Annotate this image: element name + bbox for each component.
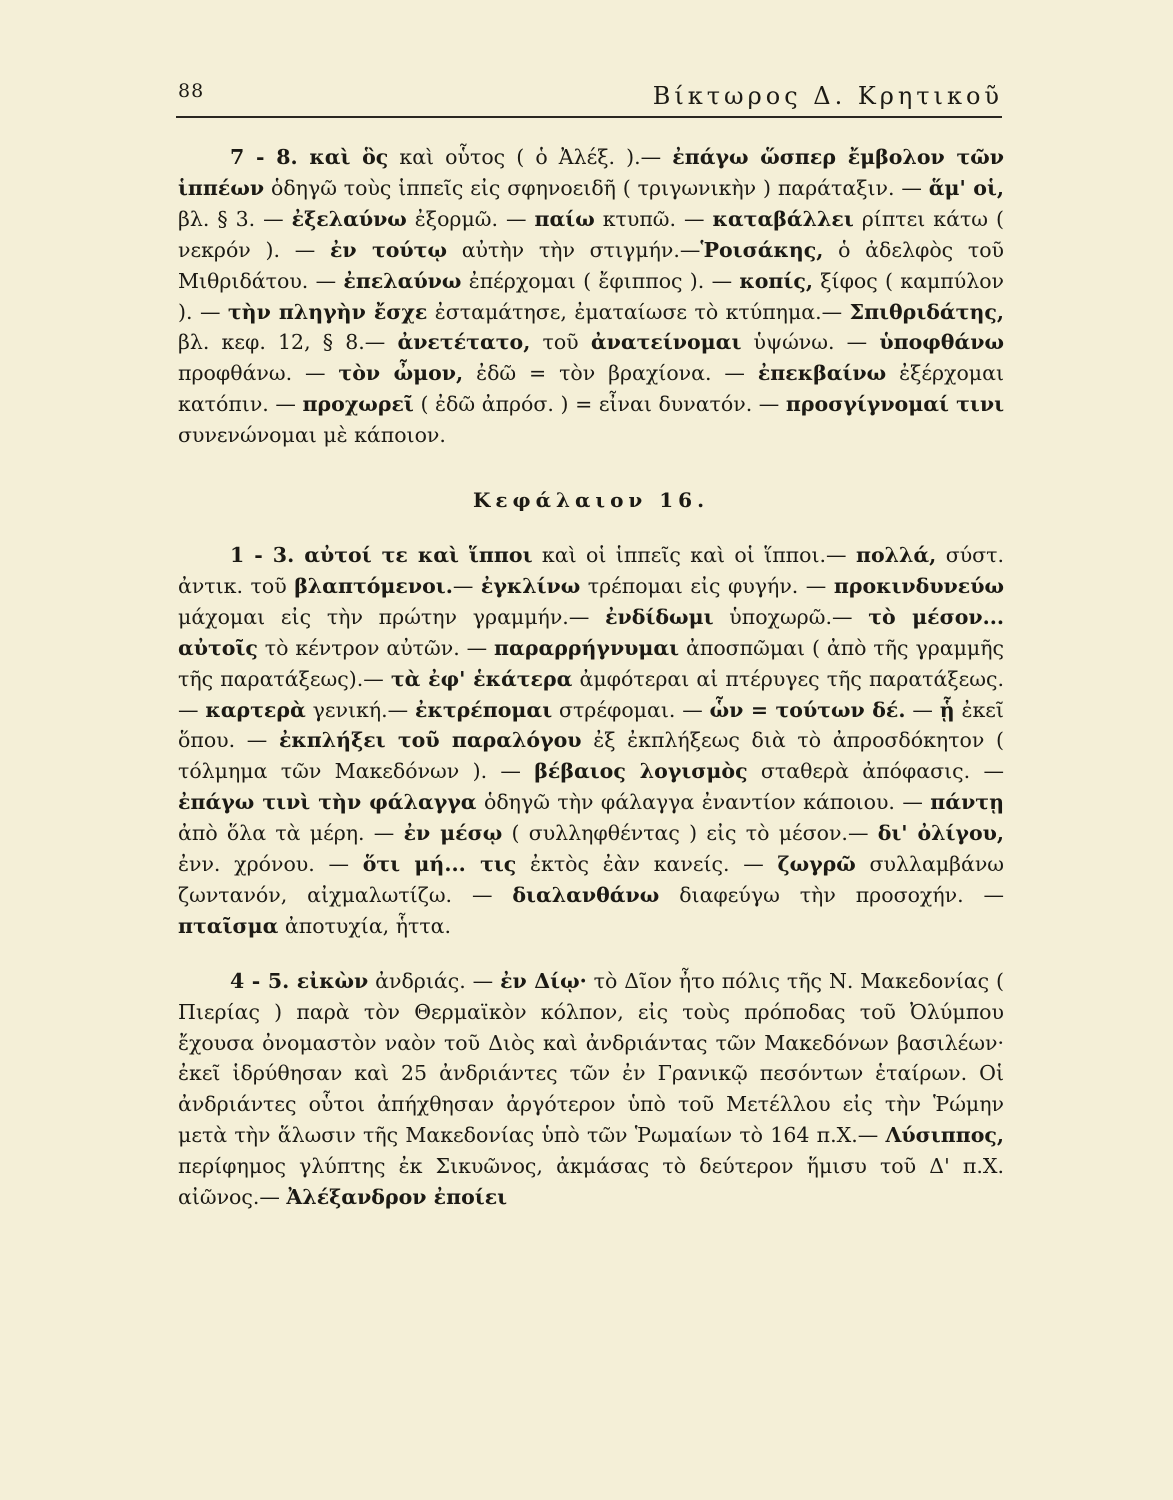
gloss-text: ὑψώνω. — — [741, 330, 880, 355]
commentary-paragraph — [178, 540, 1004, 942]
gloss-text: τὸ κέντρον αὐτῶν. — — [257, 635, 495, 660]
gloss-text: ( συλληφθέντας ) εἰς τὸ μέσον.— — [502, 821, 878, 846]
lemma-term: τὰ ἐφ' ἑκάτερα — [390, 666, 573, 691]
lemma-term: πταῖσμα — [178, 913, 279, 938]
gloss-text: ἐξ ἐκπλήξεως διὰ τὸ ἀπροσδόκητον ( τόλμημα τῶν Μακεδόνων ). — — [178, 728, 1005, 784]
lemma-term: ὅτι μή... τις — [362, 852, 517, 877]
gloss-text: βλ. κεφ. 12, § 8.— — [178, 330, 398, 355]
lemma-term: κοπίς, — [739, 268, 813, 293]
lemma-term: ἐπάγω τινὶ τὴν φάλαγγα — [178, 790, 477, 815]
lemma-term: Ἀλέξανδρον ἐποίει — [286, 1185, 508, 1210]
gloss-text: ἀποσπῶμαι ( ἀπὸ τῆς γραμμῆς τῆς παρατάξεως).— — [178, 635, 1004, 691]
lemma-term: πολλά, — [855, 542, 937, 567]
gloss-text: — — [452, 573, 481, 598]
lemma-term: ἐκτρέπομαι — [415, 697, 553, 722]
gloss-text: ὑποχωρῶ.— — [713, 604, 869, 629]
gloss-text: καὶ οὗτος ( ὁ Ἀλέξ. ).— — [388, 145, 673, 169]
lemma-term: ἐπάγω ὥσπερ ἔμβολον τῶν ἱππέων — [178, 145, 1004, 200]
gloss-text: ἐξορμῶ. — — [406, 206, 535, 231]
gloss-text: συλλαμβάνω ζωντανόν, αἰχμαλωτίζω. — — [178, 852, 1005, 907]
gloss-text: συνενώνομαι μὲ κάποιον. — [178, 423, 446, 448]
gloss-text: ἐπέρχομαι ( ἔφιππος ). — — [461, 268, 740, 293]
gloss-text: σύστ. ἀντικ. τοῦ — [178, 542, 1005, 598]
lemma-term: βλαπτόμενοι. — [294, 573, 453, 598]
gloss-text: τρέπομαι εἰς φυγήν. — — [580, 573, 834, 598]
lemma-term: ὧν = τούτων δέ. — [709, 697, 906, 722]
gloss-text: καὶ οἱ ἱππεῖς καὶ οἱ ἵπποι.— — [532, 542, 856, 567]
lemma-term: προκινδυνεύω — [833, 573, 1004, 598]
lemma-term: ἐγκλίνω — [480, 573, 581, 598]
gloss-text: αὐτὴν τὴν στιγμήν.— — [446, 237, 701, 262]
lemma-term: ἐπελαύνω — [343, 268, 462, 293]
header-rule — [176, 116, 1002, 118]
gloss-text: ξίφος ( καμπύλον ). — — [178, 268, 1005, 324]
gloss-text: ὁδηγῶ τοὺς ἱππεῖς εἰς σφηνοειδῆ ( τριγωνικὴν ) παράταξιν. — — [264, 175, 929, 200]
gloss-text: βλ. § 3. — — [178, 206, 292, 231]
gloss-text: περίφημος γλύπτης ἐκ Σικυῶνος, ἀκμάσας τὸ δεύτερον ἥμισυ τοῦ Δ' π.Χ. αἰῶνος.— — [178, 1154, 1004, 1210]
chapter-heading: Κεφάλαιον 16. — [472, 488, 710, 513]
lemma-term: ἅμ' οἱ, — [928, 175, 1004, 200]
lemma-term: Σπιθριδάτης, — [849, 299, 1005, 324]
gloss-text: τοῦ — [530, 330, 591, 355]
gloss-text: διαφεύγω τὴν προσοχήν. — — [659, 882, 1004, 907]
gloss-text: κτυπῶ. — — [594, 206, 713, 231]
gloss-text: ἐξέρχομαι κατόπιν. — — [178, 361, 1005, 417]
lemma-term: ἐκπλήξει τοῦ παραλόγου — [278, 728, 582, 753]
lemma-term: ζωγρῶ — [777, 852, 856, 877]
lemma-term: 4 - 5. εἰκὼν — [230, 968, 369, 993]
lemma-term: τὴν πληγὴν ἔσχε — [227, 299, 428, 324]
lemma-term: πάντῃ — [930, 790, 1004, 815]
lemma-term: προχωρεῖ — [302, 392, 414, 417]
gloss-text: ἐκτὸς ἐὰν κανείς. — — [516, 852, 778, 877]
gloss-text: γενική.— — [305, 697, 416, 722]
gloss-text: τὸ Δῖον ἦτο πόλις τῆς Ν. Μακεδονίας ( Πιερίας ) παρὰ τὸν Θερμαϊκὸν κόλπον, εἰς τοὺς πρόποδας τοῦ Ὀλύμπου ἔχουσα ὀνομαστὸν ναὸν τοῦ Διὸς καὶ ἀνδριάντας τῶν Μακεδόνων βασιλέων· ἐκεῖ ἱδρύθησαν καὶ 25 ἀνδριάντες τῶν ἐν Γρανικῷ πεσόντων ἑταίρων. Οἱ ἀνδριάντες οὗτοι ἀπήχθησαν ἀργότερον ὑπὸ τοῦ Μετέλλου εἰς τὴν Ῥώμην μετὰ τὴν ἅλωσιν τῆς Μακεδονίας ὑπὸ τῶν Ῥωμαίων τὸ 164 π.Χ.— — [178, 968, 1004, 1148]
lemma-term: δι' ὀλίγου, — [877, 821, 1004, 846]
gloss-text: προφθάνω. — — [178, 361, 339, 386]
gloss-text: ὁ ἀδελφὸς τοῦ Μιθριδάτου. — — [178, 237, 1005, 293]
paragraph-gap — [178, 942, 1004, 966]
lemma-term: 7 - 8. καὶ ὃς — [230, 145, 389, 169]
gloss-text: ἐνν. χρόνου. — — [178, 852, 363, 877]
lemma-term: ἐπεκβαίνω — [757, 361, 887, 386]
lemma-term: παραρρήγνυμαι — [494, 635, 680, 660]
lemma-term: ᾗ — [939, 697, 955, 722]
gloss-text: ἐκεῖ ὅπου. — — [178, 697, 1004, 753]
gloss-text: σταθερὰ ἀπόφασις. — — [747, 759, 1005, 784]
commentary-paragraph — [178, 966, 1004, 1213]
lemma-term: καρτερὰ — [205, 697, 306, 722]
page-body — [178, 142, 1004, 1213]
lemma-term: προσγίγνομαί τινι — [785, 392, 1004, 417]
gloss-text: μάχομαι εἰς τὴν πρώτην γραμμήν.— — [178, 604, 606, 629]
gloss-text: ἀποτυχία, ἧττα. — [278, 913, 452, 938]
gloss-text: ἐδῶ = τὸν βραχίονα. — — [463, 361, 758, 386]
lemma-term: ἐξελαύνω — [291, 206, 407, 231]
gloss-text: ( ἐδῶ ἀπρόσ. ) = εἶναι δυνατόν. — — [413, 392, 786, 417]
lemma-term: τὸ μέσον... αὐτοῖς — [178, 604, 1004, 660]
commentary-section-16 — [178, 540, 1004, 1213]
gloss-text: ἀμφότεραι αἱ πτέρυγες τῆς παρατάξεως. — — [178, 666, 1004, 722]
lemma-term: Λύσιππος, — [885, 1123, 1004, 1148]
lemma-term: ἐν τούτῳ — [329, 237, 447, 262]
lemma-term: Ῥοισάκης, — [700, 237, 824, 262]
lemma-term: ἐν μέσῳ — [403, 821, 503, 846]
gloss-text: ρίπτει κάτω ( νεκρόν ). — — [178, 206, 1004, 262]
commentary-section-15 — [178, 142, 1004, 451]
gloss-text: ἀνδριάς. — — [368, 968, 501, 993]
running-head: Βίκτωρος Δ. Κρητικοῦ — [652, 82, 1003, 110]
gloss-text: ἐσταμάτησε, ἐματαίωσε τὸ κτύπημα.— — [427, 299, 850, 324]
lemma-term: ἀνετέτατο, — [397, 330, 531, 355]
lemma-term: καταβάλλει — [712, 206, 854, 231]
gloss-text: ἀπὸ ὅλα τὰ μέρη. — — [178, 821, 404, 846]
lemma-term: ὑποφθάνω — [879, 330, 1004, 355]
lemma-term: διαλανθάνω — [512, 882, 660, 907]
lemma-term: παίω — [534, 206, 595, 231]
gloss-text: — — [905, 697, 940, 722]
lemma-term: 1 - 3. αὐτοί τε καὶ ἵπποι — [230, 542, 533, 567]
gloss-text: ὁδηγῶ τὴν φάλαγγα ἐναντίον κάποιου. — — [476, 790, 931, 815]
commentary-paragraph — [178, 142, 1004, 451]
lemma-term: ἐν Δίῳ· — [500, 968, 587, 993]
lemma-term: τὸν ὦμον, — [338, 361, 464, 386]
lemma-term: ἀνατείνομαι — [590, 330, 742, 355]
gloss-text: στρέφομαι. — — [552, 697, 710, 722]
page-number: 88 — [178, 80, 205, 102]
lemma-term: βέβαιος λογισμὸς — [534, 759, 748, 784]
lemma-term: ἐνδίδωμι — [605, 604, 714, 629]
